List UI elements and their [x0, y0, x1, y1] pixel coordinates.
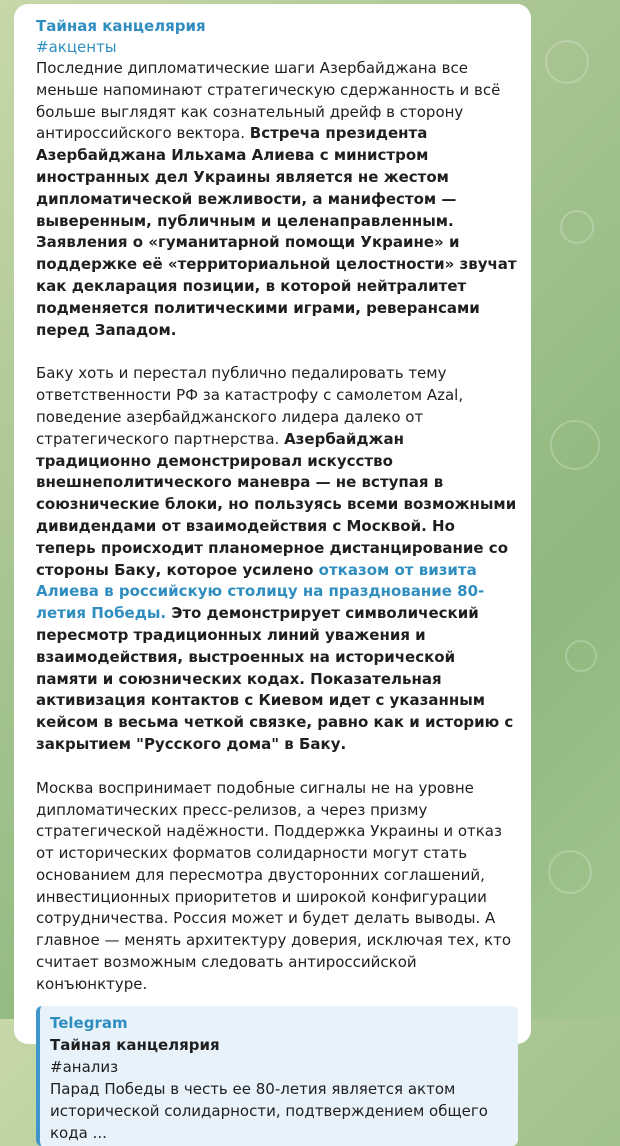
background-doodle [550, 420, 600, 470]
paragraph-bold-text: Азербайджан традиционно демонстрировал искусство внешнеполитического маневра — не вступая в союзнические блоки, но пользуясь всеми возможными дивидендами от взаимодействия с Москвой. Но теперь происходит планомерное дистанцирование со стороны Баку, которое усилено [36, 429, 517, 579]
channel-name[interactable]: Тайная канцелярия [36, 17, 206, 35]
forwarded-preview[interactable] [36, 1006, 518, 1146]
background-doodle [545, 40, 589, 84]
background-doodle [560, 210, 594, 244]
message-bubble[interactable] [14, 4, 531, 1142]
preview-text: Парад Победы в честь ее 80-летия является актом исторической солидарности, подтверждением общего кода ... [50, 1079, 488, 1142]
paragraph-1 [36, 58, 518, 341]
background-doodle [548, 850, 592, 894]
preview-source: Telegram [50, 1013, 128, 1032]
preview-hashtag: #анализ [50, 1057, 119, 1076]
paragraph-bold-text: Это демонстрирует символический пересмотр традиционных линий уважения и взаимодействия, выстроенных на исторической памяти и союзнических кодах. Показательная активизация контактов с Киевом идет с указанным кейсом в весьма четкой связке, равно как и историю с закрытием "Русского дома" в Баку. [36, 604, 514, 753]
paragraph-text: Последние дипломатические шаги Азербайджана все меньше напоминают стратегическую сдержанность и всё больше выглядят как сознательный дрейф в сторону антироссийского вектора. [36, 59, 501, 143]
paragraph-3: Москва воспринимает подобные сигналы не на уровне дипломатических пресс-релизов, а через призму стратегической надёжности. Поддержка Украины и отказ от исторических форматов солидарности могут стать основанием для пересмотра двусторонних соглашений, инвестиционных приоритетов и широкой конфигурации сотрудничества. Россия может и будет делать выводы. А главное — менять архитектуру доверия, исключая тех, кто считает возможным следовать антироссийской конъюнктуре. [36, 778, 512, 993]
hashtag-link[interactable]: #акценты [36, 38, 117, 56]
paragraph-text: Баку хоть и перестал публично педалировать тему ответственности РФ за катастрофу с самолетом Azal, поведение азербайджанского лидера далеко от стратегического партнерства. [36, 364, 464, 448]
preview-title: Тайная канцелярия [50, 1035, 220, 1054]
background-doodle [565, 640, 597, 672]
paragraph-2 [36, 363, 518, 755]
paragraph-bold-text: Встреча президента Азербайджана Ильхама Алиева с министром иностранных дел Украины является не жестом дипломатической вежливости, а манифестом — выверенным, публичным и целенаправленным. Заявления о «гуманитарной помощи Украине» и поддержке её «территориальной целостности» звучат как декларация позиции, в которой нейтралитет подменяется политическими играми, реверансами перед Западом. [36, 124, 517, 339]
article-link[interactable]: отказом от визита Алиева в российскую столицу на празднование 80-летия Победы. [36, 560, 485, 623]
